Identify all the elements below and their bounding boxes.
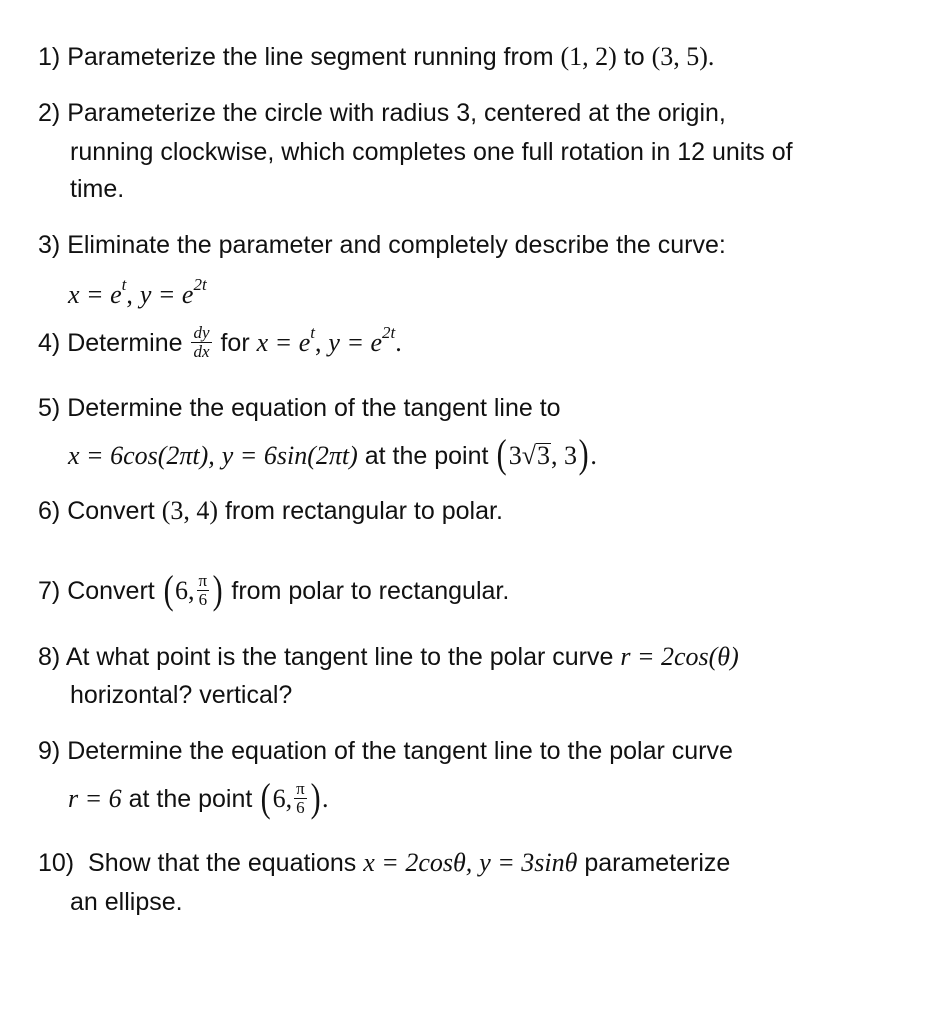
exponent-y: 2t [382, 323, 396, 343]
problem-text-line3: time. [70, 175, 125, 203]
theta-denominator: 6 [198, 590, 208, 609]
equation-y: y = e [139, 280, 194, 309]
polar-equation: r = 6 [68, 784, 122, 814]
theta-denominator: 6 [296, 798, 305, 817]
point-b: (3, 5) [651, 42, 708, 71]
problem-text-line2: horizontal? vertical? [70, 681, 293, 709]
equation-y: y = 3sinθ [479, 848, 578, 877]
problem-5-equation [68, 431, 597, 477]
exponent-x: t [121, 275, 127, 294]
problem-3-equation [68, 275, 207, 313]
at-the-point: at the point [128, 785, 253, 814]
problem-10 [38, 848, 730, 878]
problem-9-equation [68, 774, 329, 820]
problem-text: Determine [67, 329, 183, 358]
left-paren: ( [163, 566, 174, 612]
problem-text-line1: At what point is the tangent line to the polar curve [65, 643, 614, 671]
comma: , [314, 328, 322, 358]
fraction-numerator: dy [193, 323, 210, 342]
problem-1 [38, 42, 714, 72]
point: (3, 4) [161, 496, 219, 525]
parameterize-word: parameterize [584, 849, 731, 877]
right-paren: ) [212, 566, 223, 612]
left-paren: ( [260, 774, 271, 820]
derivative-fraction [191, 324, 211, 361]
equation-y: y = 6sin(2πt) [221, 441, 358, 470]
problem-number: 4) [38, 329, 61, 358]
problem-text-line2: running clockwise, which completes one full rotation in 12 units of [70, 138, 793, 166]
convert-word: Convert [67, 577, 155, 606]
problem-number: 5) [38, 394, 61, 422]
problem-9 [38, 736, 733, 766]
problem-text: from polar to rectangular. [231, 577, 510, 606]
theta-numerator: π [296, 779, 305, 798]
left-paren: ( [497, 431, 508, 477]
equation-x: x = e [256, 328, 311, 358]
problem-text: Eliminate the parameter and completely describe the curve: [67, 231, 726, 259]
problem-number: 9) [38, 737, 61, 765]
problem-text-line1: Parameterize the circle with radius 3, centered at the origin, [67, 99, 726, 127]
right-paren: ) [310, 774, 321, 820]
polar-r: 6, [272, 784, 293, 814]
problem-text: Parameterize the line segment running from [67, 43, 554, 71]
exponent-x: t [310, 323, 315, 343]
problem-number: 2) [38, 99, 61, 127]
problem-5 [38, 393, 561, 423]
polar-r: 6, [175, 576, 195, 606]
problem-number: 3) [38, 231, 61, 259]
problem-text-line2: an ellipse. [70, 888, 183, 916]
problem-8-line2 [70, 680, 292, 710]
problem-10-line2 [70, 887, 183, 917]
theta-fraction [197, 572, 210, 609]
sqrt-radicand: 3 [537, 441, 550, 470]
at-the-point: at the point [364, 442, 489, 470]
convert-word: Convert [67, 497, 155, 525]
problem-text: Determine the equation of the tangent line to [67, 394, 561, 422]
problem-text: from rectangular to polar. [224, 497, 503, 525]
problem-4 [38, 323, 402, 363]
theta-fraction [294, 780, 307, 817]
problem-text-line1: Determine the equation of the tangent line to the polar curve [67, 737, 733, 765]
problem-number: 7) [38, 577, 61, 606]
problem-3 [38, 230, 726, 260]
equation-x: x = 6cos(2πt), [68, 441, 215, 470]
problem-number: 8) [38, 643, 61, 671]
problem-text: Show that the equations [88, 849, 357, 877]
theta-numerator: π [198, 571, 208, 590]
problem-number: 10) [38, 849, 75, 877]
equation-y: y = e [328, 328, 383, 358]
end-period: . [707, 42, 715, 71]
problem-number: 1) [38, 43, 61, 71]
end-period: . [322, 784, 329, 814]
problem-2-line2 [70, 137, 793, 167]
polar-equation: r = 2cos(θ) [620, 642, 739, 671]
exponent-y: 2t [193, 275, 207, 294]
equation-x: x = e [68, 280, 122, 309]
fraction-denominator: dx [193, 342, 210, 361]
comma: , [126, 280, 133, 309]
equation-x: x = 2cosθ, [363, 848, 473, 877]
sqrt-sign: √ [521, 441, 536, 470]
right-paren: ) [578, 431, 589, 477]
point-a: (1, 2) [560, 42, 617, 71]
problem-number: 6) [38, 497, 61, 525]
problem-2 [38, 98, 726, 128]
to-word: to [623, 43, 645, 71]
problem-2-line3 [70, 174, 124, 204]
problem-7 [38, 566, 510, 612]
for-word: for [220, 329, 250, 358]
end-period: . [395, 328, 402, 358]
problem-6 [38, 496, 503, 526]
problem-8 [38, 642, 739, 672]
end-period: . [590, 441, 597, 470]
point-y: , 3 [551, 441, 577, 470]
point-coefficient: 3 [508, 441, 522, 470]
